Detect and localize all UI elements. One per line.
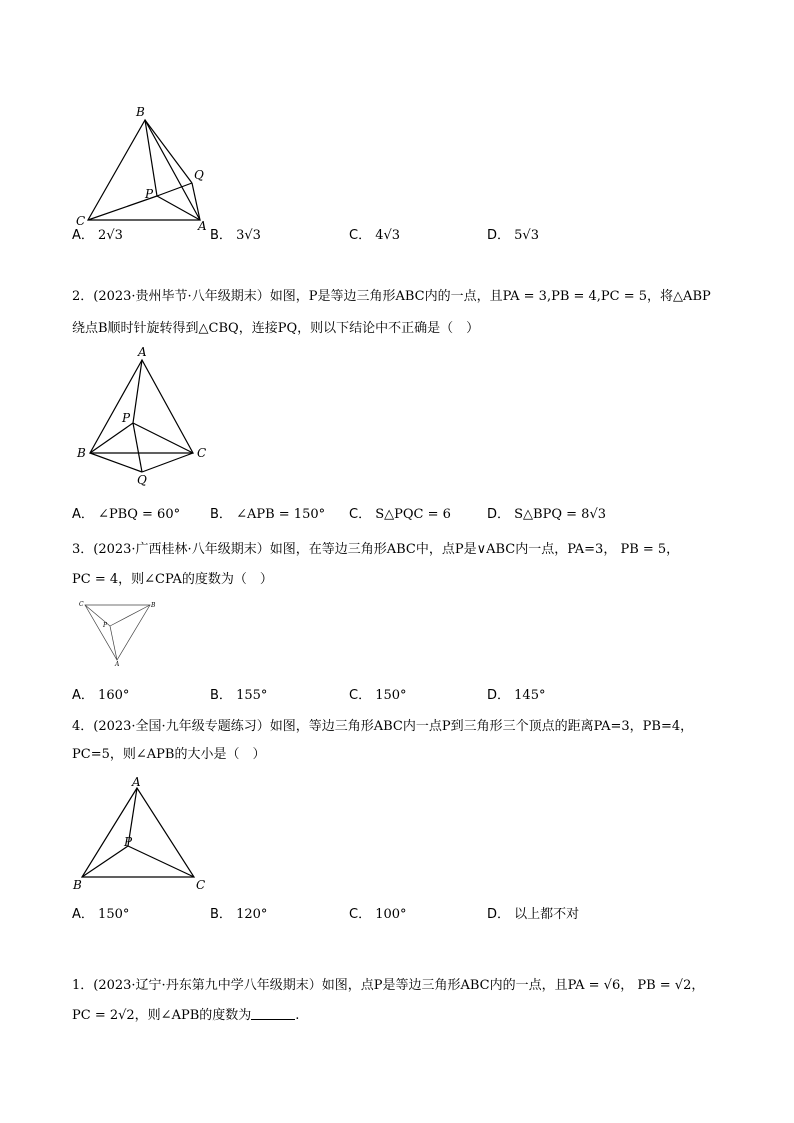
option-a[interactable]: A． 160° <box>72 688 130 703</box>
label-b: B <box>73 878 82 892</box>
option-c[interactable]: C． 4√3 <box>349 228 401 243</box>
q3-stem-line1: 3．(2023·广西桂林·八年级期末）如图，在等边三角形ABC中，点P是∨ABC内一点，PA=3， PB = 5， <box>72 542 680 557</box>
label-p: P <box>145 187 154 201</box>
q5-stem-line1: 1．(2023·辽宁·丹东第九中学八年级期末）如图，点P是等边三角形ABC内的一点，且PA = √6， PB = √2， <box>72 978 705 993</box>
answer-blank[interactable] <box>251 1007 295 1020</box>
option-b[interactable]: B． 3√3 <box>210 228 261 243</box>
option-b[interactable]: B． 120° <box>210 907 268 922</box>
segment-bp <box>82 846 128 877</box>
option-b[interactable]: B． 155° <box>210 688 268 703</box>
option-a[interactable]: A． 2√3 <box>72 228 123 243</box>
q5-stem-line2 <box>72 1007 299 1025</box>
q4-stem-line2: PC=5，则∠APB的大小是（ ） <box>72 747 266 762</box>
label-p: P <box>103 622 108 629</box>
option-a[interactable]: A． 150° <box>72 907 130 922</box>
label-c: C <box>196 878 206 892</box>
label-a: A <box>198 219 207 233</box>
label-c: C <box>76 214 86 228</box>
triangle-abc <box>82 788 194 877</box>
q5-stem-text: PC = 2√2，则∠APB的度数为 <box>72 1008 252 1023</box>
label-q: Q <box>137 473 147 487</box>
q2-stem-line1: 2．(2023·贵州毕节·八年级期末）如图，P是等边三角形ABC内的一点，且PA = 3,PB = 4,PC = 5，将△ABP <box>72 289 711 304</box>
q4-stem-line1: 4．(2023·全国·九年级专题练习）如图，等边三角形ABC内一点P到三角形三个顶点的距离PA=3，PB=4， <box>72 719 694 734</box>
label-a: A <box>132 775 141 789</box>
label-q: Q <box>194 168 204 182</box>
label-c: C <box>79 601 84 608</box>
label-b: B <box>77 446 86 460</box>
label-b: B <box>151 602 156 609</box>
label-p: P <box>122 411 131 425</box>
option-d[interactable]: D． 145° <box>487 688 546 703</box>
option-c[interactable]: C． S△PQC = 6 <box>349 507 451 522</box>
option-b[interactable]: B． ∠APB = 150° <box>210 507 326 522</box>
option-d[interactable]: D． 5√3 <box>487 228 539 243</box>
q3-stem-line2: PC = 4，则∠CPA的度数为（ ） <box>72 572 273 587</box>
q5-stem-end: . <box>295 1008 300 1023</box>
label-p: P <box>124 835 133 849</box>
option-d[interactable]: D． S△BPQ = 8√3 <box>487 507 607 522</box>
option-c[interactable]: C． 150° <box>349 688 407 703</box>
q2-stem-line2: 绕点B顺时针旋转得到△CBQ，连接PQ，则以下结论中不正确是（ ） <box>72 321 480 336</box>
option-a[interactable]: A． ∠PBQ = 60° <box>72 507 181 522</box>
label-a: A <box>115 661 120 668</box>
label-b: B <box>136 105 145 119</box>
label-a: A <box>138 345 147 359</box>
option-d[interactable]: D． 以上都不对 <box>487 907 580 922</box>
option-c[interactable]: C． 100° <box>349 907 407 922</box>
label-c: C <box>197 446 207 460</box>
